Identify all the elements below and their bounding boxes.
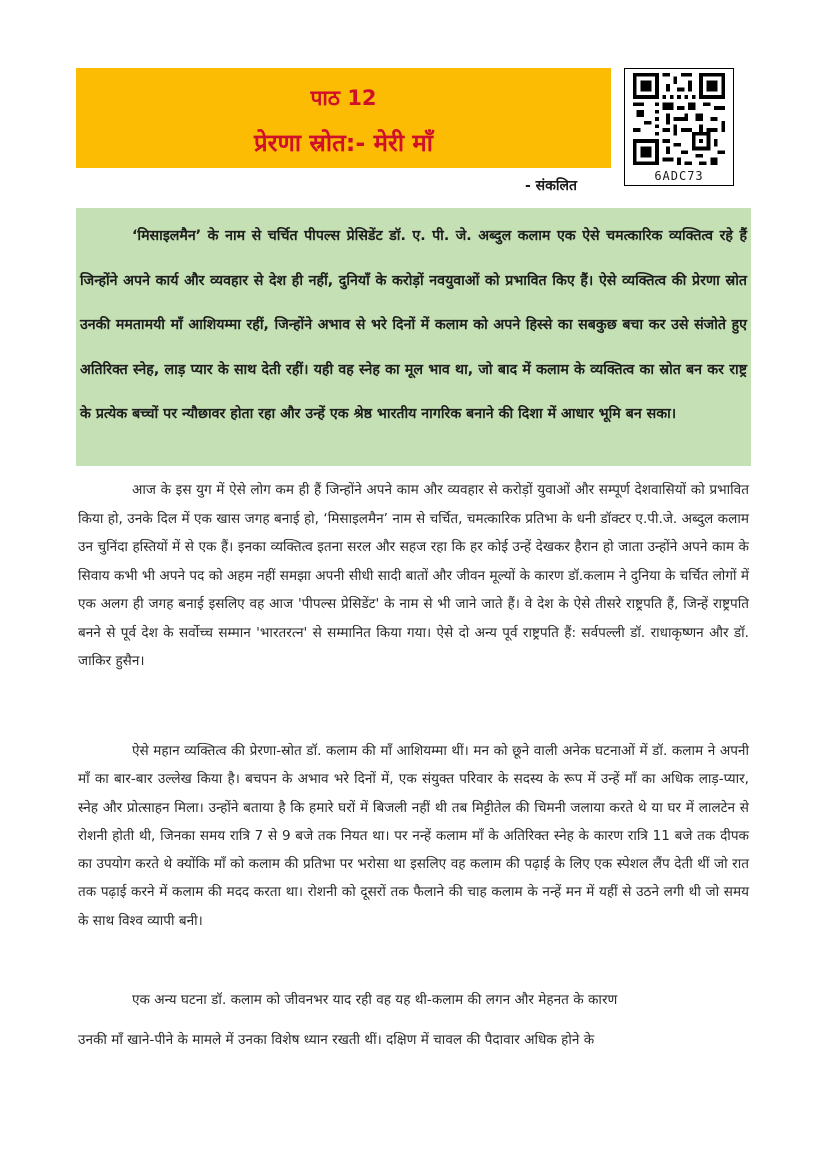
body-paragraph-1: आज के इस युग में ऐसे लोग कम ही हैं जिन्होंने अपने काम और व्यवहार से करोड़ों युवाओं और सम्पूर्ण देशवासियों को प्रभावित किया हो, उनके दिल में एक खास जगह बनाई हो, ‘मिसाइलमैन’ नाम से चर्चित, चमत्कारिक प्रतिभा के धनी डॉक्टर ए.पी.जे. अब्दुल कलाम उन चुनिंदा हस्तियों में से एक हैं। इनका व्यक्तित्व इतना सरल और सहज रहा कि हर कोई उन्हें देखकर हैरान हो जाता उन्होंने अपने काम के सिवाय कभी भी अपने पद को अहम नहीं समझा अपनी सीधी सादी बातों और जीवन मूल्यों के कारण डॉ.कलाम ने दुनिया के चर्चित लोगों में एक अलग ही जगह बनाई इसलिए वह आज 'पीपल्स प्रेसिडेंट' के नाम से भी जाने जाते हैं। वे देश के ऐसे तीसरे राष्ट्रपति हैं, जिन्हें राष्ट्रपति बनने से पूर्व देश के सर्वोच्च सम्मान 'भारतरत्न' से सम्मानित किया गया। ऐसे दो अन्य पूर्व राष्ट्रपति हैं: सर्वपल्ली डॉ. राधाकृष्णन और डॉ. जाकिर हुसैन। [78,482,749,669]
intro-summary-text: ‘मिसाइलमैन’ के नाम से चर्चित पीपल्स प्रेसिडेंट डॉ. ए. पी. जे. अब्दुल कलाम एक ऐसे चमत्कारिक व्यक्तित्व रहे हैं जिन्होंने अपने कार्य और व्यवहार से देश ही नहीं, दुनियाँ के करोड़ों नवयुवाओं को प्रभावित किए हैं। ऐसे व्यक्तित्व की प्रेरणा स्रोत उनकी ममतामयी माँ आशियम्मा रहीं, जिन्होंने अभाव से भरे दिनों में कलाम को अपने हिस्से का सबकुछ बचा कर उसे संजोते हुए अतिरिक्त स्नेह, लाड़ प्यार के साथ देती रहीं। यही वह स्नेह का मूल भाव था, जो बाद में कलाम के व्यक्तित्व का स्रोत बन कर राष्ट्र के प्रत्येक बच्चों पर न्यौछावर होता रहा और उन्हें एक श्रेष्ठ भारतीय नागरिक बनाने की दिशा में आधार भूमि बन सका। [80,228,747,422]
compiled-by-label: - संकलित [525,178,577,194]
body-paragraph-3-line-1: एक अन्य घटना डॉ. कलाम को जीवनभर याद रही वह यह थी-कलाम की लगन और मेहनत के कारण [132,992,618,1008]
qr-code-label: 6ADC73 [654,169,704,183]
intro-summary-box [76,208,751,466]
lesson-number: पाठ 12 [310,86,377,110]
qr-code-box [624,68,734,186]
qr-code-icon [632,73,726,165]
body-paragraph-2: ऐसे महान व्यक्तित्व की प्रेरणा-स्रोत डॉ. कलाम की माँ आशियम्मा थीं। मन को छूने वाली अनेक घटनाओं में डॉ. कलाम ने अपनी माँ का बार-बार उल्लेख किया है। बचपन के अभाव भरे दिनों में, एक संयुक्त परिवार के सदस्य के रूप में उन्हें माँ का अधिक लाड़-प्यार, स्नेह और प्रोत्साहन मिला। उन्होंने बताया है कि हमारे घरों में बिजली नहीं थी तब मिट्टीतेल की चिमनी जलाया करते थे या घर में लालटेन से रोशनी होती थी, जिनका समय रात्रि 7 से 9 बजे तक नियत था। पर नन्हें कलाम माँ के अतिरिक्त स्नेह के कारण रात्रि 11 बजे तक दीपक का उपयोग करते थे क्योंकि माँ को कलाम की प्रतिभा पर भरोसा था इसलिए वह कलाम की पढ़ाई के लिए एक स्पेशल लैंप देती थीं जो रात तक पढ़ाई करने में कलाम की मदद करता था। रोशनी को दूसरों तक फैलाने की चाह कलाम के नन्हें मन में यहीं से उठने लगी थी जो समय के साथ विश्व व्यापी बनी। [78,743,749,929]
body-paragraph-3 [78,985,749,1056]
lesson-title: प्रेरणा स्रोत:- मेरी माँ [254,129,433,157]
lesson-header-box [76,68,611,168]
body-paragraph-3-line-2: उनकी माँ खाने-पीने के मामले में उनका विशेष ध्यान रखती थीं। दक्षिण में चावल की पैदावार अधिक होने के [78,1032,595,1048]
